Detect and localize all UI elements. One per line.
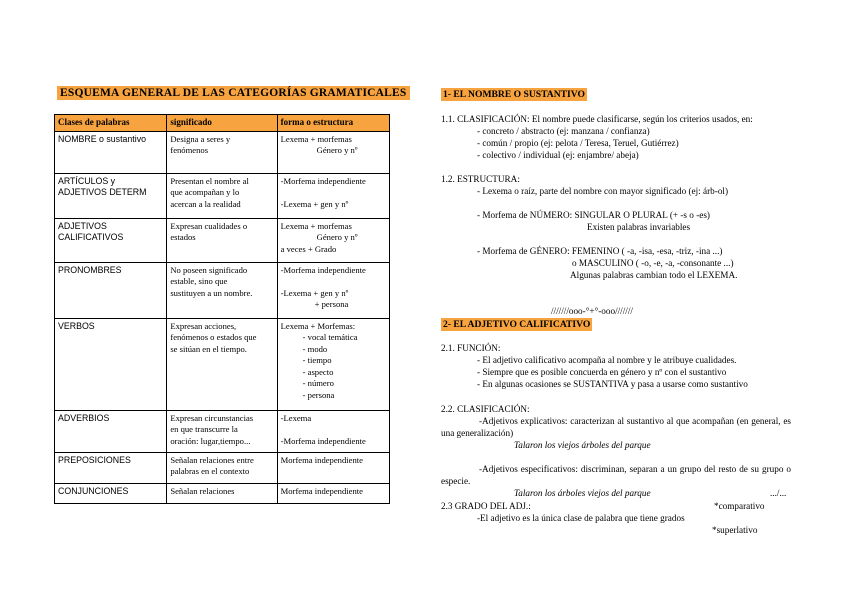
table-row — [55, 173, 390, 218]
s2-explicativos-example: Talaron los viejos árboles del parque — [514, 440, 651, 450]
row-meaning: Expresan circunstancias en que transcurre la oración: lugar,tiempo... — [167, 410, 277, 452]
row-name: ARTÍCULOS y ADJETIVOS DETERM — [55, 173, 167, 218]
s2-item: - Siempre que es posible concuerda en género y nº con el sustantivo — [477, 367, 727, 377]
row-meaning: Expresan cualidades o estados — [167, 218, 277, 262]
s1-numero-note: Existen palabras invariables — [587, 222, 691, 232]
row-form: -Morfema independiente -Lexema + gen y nº + persona — [277, 262, 389, 318]
row-meaning: Expresan acciones, fenómenos o estados que se sitúan en el tiempo. — [167, 318, 277, 410]
s2-item: - En algunas ocasiones se SUSTANTIVA y pasa a usarse como sustantivo — [477, 379, 748, 389]
s2-explicativos: -Adjetivos explicativos: caracterizan al sustantivo al que acompañan (en general, es una generalización) — [441, 416, 791, 438]
row-form: Morfema independiente — [277, 452, 389, 483]
table-row — [55, 483, 390, 503]
row-meaning: Presentan el nombre al que acompañan y lo acercan a la realidad — [167, 173, 277, 218]
row-form: Lexema + morfemas Género y nº a veces + Grado — [277, 218, 389, 262]
s1-structure: 1.2. ESTRUCTURA: — [441, 174, 520, 184]
row-form: Lexema + morfemas Género y nº — [277, 131, 389, 173]
s1-genero-note: Algunas palabras cambian todo el LEXEMA. — [570, 270, 738, 280]
row-form: Morfema independiente — [277, 483, 389, 503]
row-name: VERBOS — [55, 318, 167, 410]
scheme-title: ESQUEMA GENERAL DE LAS CATEGORÍAS GRAMATICALES — [57, 86, 410, 100]
s2-grade-text: -El adjetivo es la única clase de palabra que tiene grados — [477, 513, 685, 523]
s2-grade: 2.3 GRADO DEL ADJ.: — [441, 501, 531, 511]
table-row — [55, 452, 390, 483]
row-form: -Lexema -Morfema independiente — [277, 410, 389, 452]
row-meaning: Señalan relaciones — [167, 483, 277, 503]
row-name: ADJETIVOS CALIFICATIVOS — [55, 218, 167, 262]
s1-item: - concreto / abstracto (ej: manzana / confianza) — [477, 126, 650, 136]
s1-genero: - Morfema de GÉNERO: FEMENINO ( -a, -isa, -esa, -triz, -ina ...) — [477, 246, 723, 256]
s2-item: - El adjetivo calificativo acompaña al nombre y le atribuye cualidades. — [477, 355, 737, 365]
s1-lexema: - Lexema o raíz, parte del nombre con mayor significado (ej: árb-ol) — [477, 186, 729, 196]
s2-grade-superlative: *superlativo — [712, 525, 758, 535]
table-row — [55, 262, 390, 318]
s2-function: 2.1. FUNCIÓN: — [441, 343, 501, 353]
row-meaning: Señalan relaciones entre palabras en el contexto — [167, 452, 277, 483]
s1-item: - común / propio (ej: pelota / Teresa, Teruel, Gutiérrez) — [477, 138, 679, 148]
header-meaning: significado — [167, 115, 277, 132]
s1-item: - colectivo / individual (ej: enjambre/ abeja) — [477, 150, 639, 160]
table-row — [55, 131, 390, 173]
header-classes: Clases de palabras — [55, 115, 167, 132]
header-form: forma o estructura — [277, 115, 389, 132]
s2-especificativos: -Adjetivos especificativos: discriminan, separan a un grupo del resto de su grupo o especie. — [441, 464, 791, 486]
section2-title: 2- EL ADJETIVO CALIFICATIVO — [443, 319, 591, 330]
row-name: NOMBRE o sustantivo — [55, 131, 167, 173]
table-row — [55, 410, 390, 452]
s1-numero: - Morfema de NÚMERO: SINGULAR O PLURAL (+ -s o -es) — [477, 210, 710, 220]
continuation-mark: .../... — [770, 488, 787, 498]
row-form: -Morfema independiente -Lexema + gen y nº — [277, 173, 389, 218]
s1-classification: 1.1. CLASIFICACIÓN: El nombre puede clasificarse, según los criterios usados, en: — [441, 114, 753, 124]
row-form: Lexema + Morfemas: - vocal temática - modo - tiempo - aspecto - número - persona — [277, 318, 389, 410]
row-meaning: Designa a seres y fenómenos — [167, 131, 277, 173]
row-name: ADVERBIOS — [55, 410, 167, 452]
categories-table — [54, 114, 390, 504]
separator: ///////ooo-°+°-ooo/////// — [551, 306, 633, 316]
table-row — [55, 218, 390, 262]
row-name: PREPOSICIONES — [55, 452, 167, 483]
row-meaning: No poseen significado estable, sino que sustituyen a un nombre. — [167, 262, 277, 318]
row-name: CONJUNCIONES — [55, 483, 167, 503]
table-header-row — [55, 115, 390, 132]
s2-classification: 2.2. CLASIFICACIÓN: — [441, 404, 530, 414]
s2-grade-comparative: *comparativo — [714, 501, 765, 511]
s2-especificativos-example: Talaron los árboles viejos del parque — [514, 488, 651, 498]
s1-genero-masc: o MASCULINO ( -o, -e, -a, -consonante ...) — [572, 258, 734, 268]
table-row — [55, 318, 390, 410]
row-name: PRONOMBRES — [55, 262, 167, 318]
section1-title: 1- EL NOMBRE O SUSTANTIVO — [443, 89, 585, 100]
